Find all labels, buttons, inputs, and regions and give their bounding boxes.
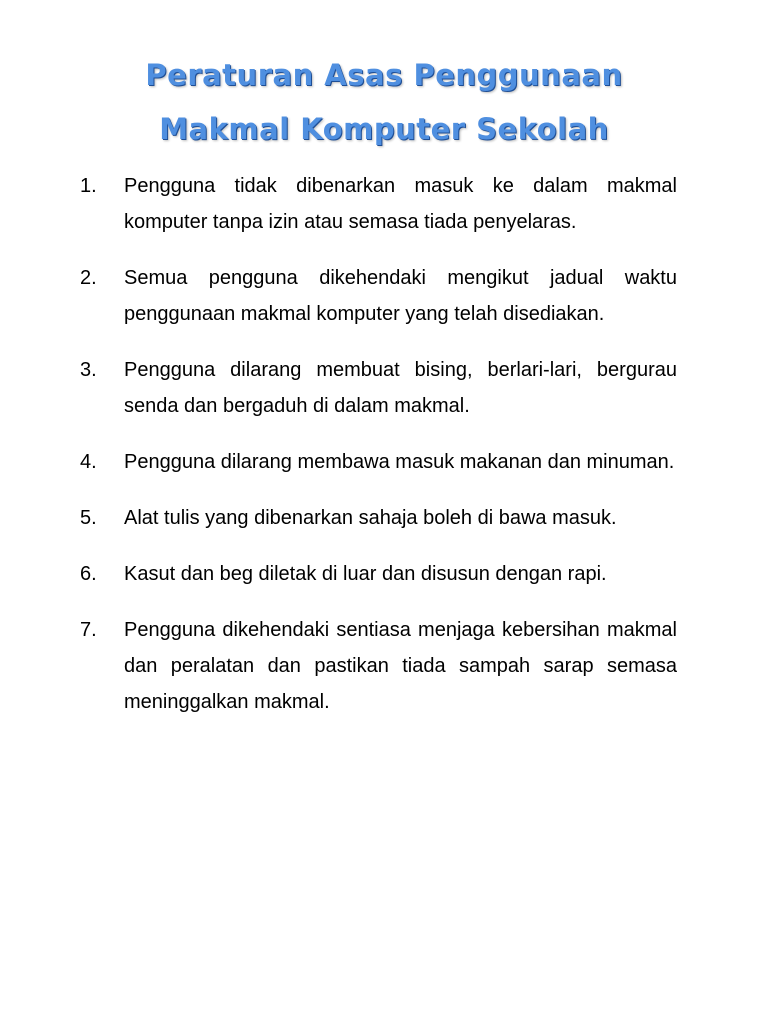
rule-number: 4. <box>80 451 97 473</box>
rule-number: 5. <box>80 507 97 529</box>
rule-text: Kasut dan beg diletak di luar dan disusun dengan rapi. <box>124 563 607 585</box>
rule-text: Alat tulis yang dibenarkan sahaja boleh di bawa masuk. <box>124 507 617 529</box>
rule-item <box>0 260 768 332</box>
rule-number: 6. <box>80 563 97 585</box>
title-line-2: Makmal Komputer Sekolah <box>159 112 609 146</box>
rule-text: Pengguna dikehendaki sentiasa menjaga kebersihan makmal dan peralatan dan pastikan tiada sampah sarap semasa meninggalkan makmal. <box>124 619 677 713</box>
rule-number: 3. <box>80 359 97 381</box>
rule-item <box>0 500 768 536</box>
rule-number: 7. <box>80 619 97 641</box>
title-line-1: Peraturan Asas Penggunaan <box>145 58 623 92</box>
rule-text: Pengguna dilarang membawa masuk makanan dan minuman. <box>124 451 675 473</box>
rule-number: 1. <box>80 175 97 197</box>
rule-text: Semua pengguna dikehendaki mengikut jadual waktu penggunaan makmal komputer yang telah disediakan. <box>124 267 677 325</box>
rule-item <box>0 556 768 592</box>
rule-item <box>0 612 768 720</box>
rule-number: 2. <box>80 267 97 289</box>
rule-item <box>0 168 768 240</box>
rule-text: Pengguna tidak dibenarkan masuk ke dalam makmal komputer tanpa izin atau semasa tiada penyelaras. <box>124 175 677 233</box>
rule-item <box>0 444 768 480</box>
rules-list <box>0 168 768 740</box>
document-title <box>0 48 768 156</box>
rule-text: Pengguna dilarang membuat bising, berlari-lari, bergurau senda dan bergaduh di dalam makmal. <box>124 359 677 417</box>
rule-item <box>0 352 768 424</box>
